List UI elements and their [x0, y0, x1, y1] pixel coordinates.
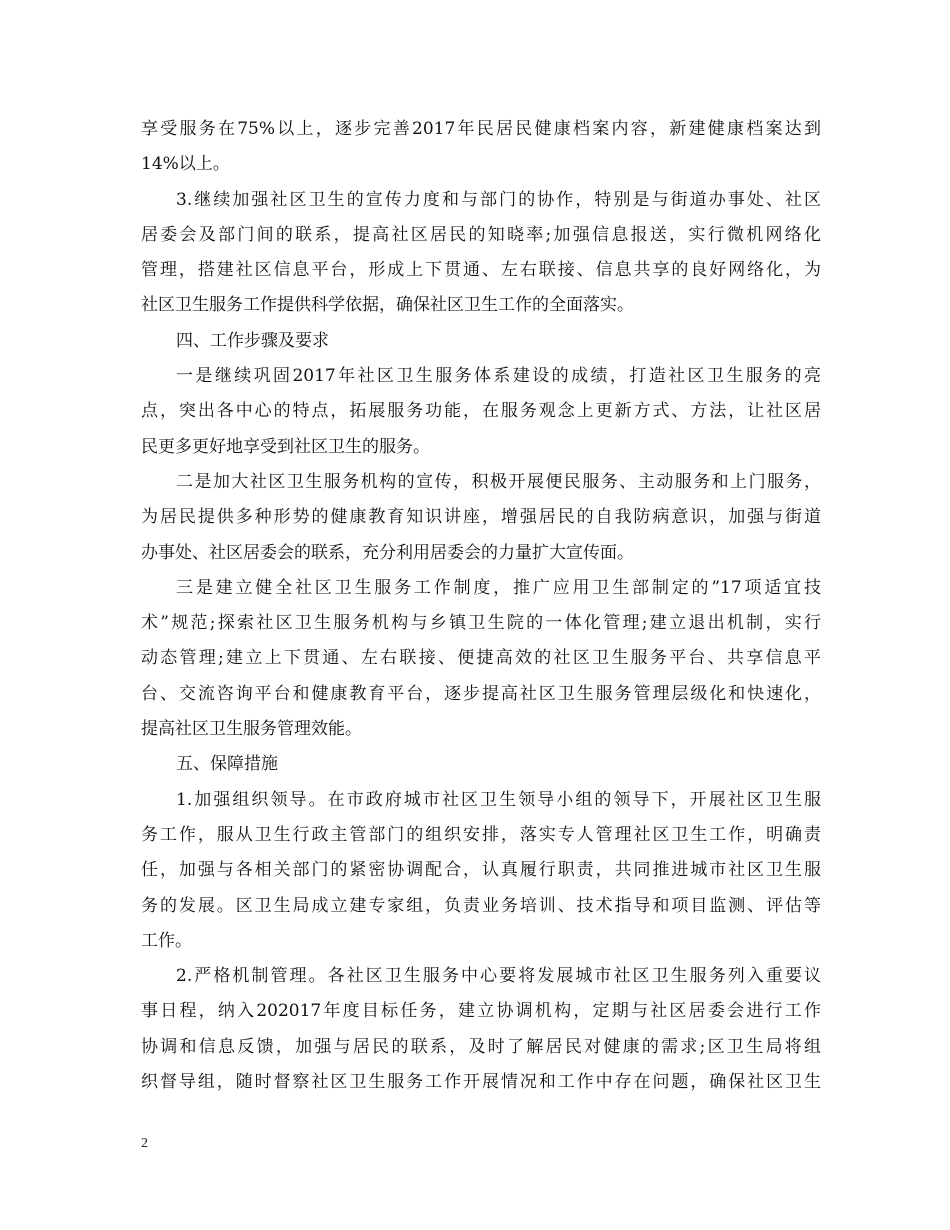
text-line: 享受服务在75%以上，逐步完善2017年民居民健康档案内容，新建健康档案达到 — [141, 119, 821, 139]
text-line: 为居民提供多种形势的健康教育知识讲座，增强居民的自我防病意识，加强与街道 — [141, 507, 821, 528]
text-line: 协调和信息反馈，加强与居民的联系，及时了解居民对健康的需求;区卫生局将组 — [141, 1036, 821, 1057]
text-line: 务的发展。区卫生局成立建专家组，负责业务培训、技术指导和项目监测、评估等 — [141, 895, 821, 916]
text-line: 一是继续巩固2017年社区卫生服务体系建设的成绩，打造社区卫生服务的亮 — [176, 366, 821, 387]
text-line: 2.严格机制管理。各社区卫生服务中心要将发展城市社区卫生服务列入重要议 — [176, 966, 821, 987]
text-line: 社区卫生服务工作提供科学依据，确保社区卫生工作的全面落实。 — [141, 295, 634, 316]
text-line: 四、工作步骤及要求 — [176, 330, 329, 351]
text-line: 点，突出各中心的特点，拓展服务功能，在服务观念上更新方式、方法，让社区居 — [141, 401, 821, 422]
document-body — [141, 112, 821, 1100]
text-line: 台、交流咨询平台和健康教育平台，逐步提高社区卫生服务管理层级化和快速化， — [141, 683, 821, 704]
text-line: 二是加大社区卫生服务机构的宣传，积极开展便民服务、主动服务和上门服务， — [176, 471, 821, 492]
text-line: 务工作，服从卫生行政主管部门的组织安排，落实专人管理社区卫生工作，明确责 — [141, 824, 821, 845]
text-line: 工作。 — [141, 930, 192, 951]
text-line: 3.继续加强社区卫生的宣传力度和与部门的协作，特别是与街道办事处、社区 — [176, 189, 821, 210]
text-line: 14%以上。 — [141, 154, 230, 175]
text-line: 管理，搭建社区信息平台，形成上下贯通、左右联接、信息共享的良好网络化，为 — [141, 260, 821, 281]
text-line: 三是建立健全社区卫生服务工作制度，推广应用卫生部制定的”17项适宜技 — [176, 577, 821, 598]
text-line: 任，加强与各相关部门的紧密协调配合，认真履行职责，共同推进城市社区卫生服 — [141, 860, 821, 881]
text-line: 事日程，纳入202017年度目标任务，建立协调机构，定期与社区居委会进行工作 — [141, 1001, 821, 1022]
text-line: 动态管理;建立上下贯通、左右联接、便捷高效的社区卫生服务平台、共享信息平 — [141, 648, 821, 669]
text-line: 居委会及部门间的联系，提高社区居民的知晓率;加强信息报送，实行微机网络化 — [141, 224, 821, 245]
text-line: 办事处、社区居委会的联系，充分利用居委会的力量扩大宣传面。 — [141, 542, 634, 563]
text-line: 织督导组，随时督察社区卫生服务工作开展情况和工作中存在问题，确保社区卫生 — [141, 1072, 821, 1093]
text-line: 提高社区卫生服务管理效能。 — [141, 719, 362, 740]
text-line: 民更多更好地享受到社区卫生的服务。 — [141, 436, 430, 457]
text-line: 五、保障措施 — [176, 754, 278, 775]
text-line: 1.加强组织领导。在市政府城市社区卫生领导小组的领导下，开展社区卫生服 — [176, 789, 821, 810]
page-number: 2 — [141, 1136, 148, 1151]
text-line: 术”规范;探索社区卫生服务机构与乡镇卫生院的一体化管理;建立退出机制，实行 — [141, 613, 821, 634]
